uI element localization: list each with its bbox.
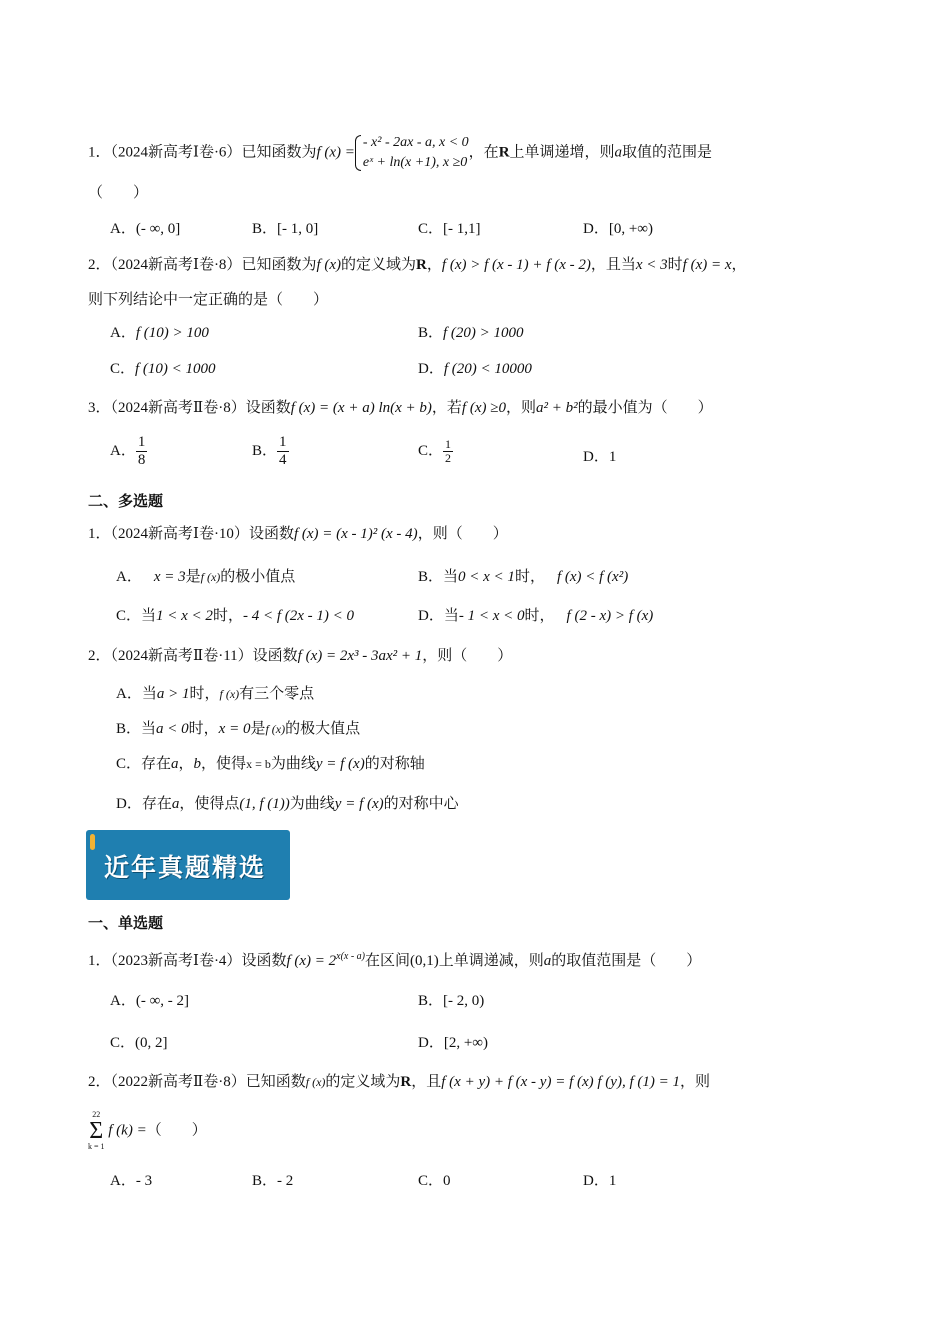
option-b[interactable]: [418, 990, 484, 1012]
question-text: ，在: [468, 144, 499, 161]
question-text: ，则（ ）: [422, 648, 513, 664]
question-1-line: [88, 133, 712, 173]
math-expression: - 4 < f (2x - 1) < 0: [242, 608, 355, 624]
math-expression: a² + b²: [535, 400, 578, 416]
option-label: D．: [583, 1173, 609, 1189]
denominator: 8: [137, 452, 146, 468]
question-text: ，: [731, 257, 747, 273]
option-text: 的对称轴: [364, 756, 425, 772]
math-exponent: x(x - a): [336, 951, 366, 962]
option-text: 存在: [141, 756, 172, 772]
piecewise-function: [355, 133, 469, 173]
question-text: 设函数: [245, 400, 291, 416]
question-text: 的定义域为: [341, 257, 417, 273]
math-fx: f (x): [219, 687, 240, 701]
option-label: A．: [116, 686, 142, 702]
math-expression: 0 < x < 1: [458, 569, 515, 585]
multi-question-1-line: [88, 523, 508, 545]
question-text: 设函数: [241, 953, 287, 969]
question-source: （2023新高考Ⅰ卷·4）: [110, 953, 242, 969]
option-value: f (10) < 1000: [135, 361, 216, 377]
math-expression: a > 1: [156, 686, 190, 702]
option-value: 1: [608, 449, 617, 465]
denominator: 2: [445, 451, 452, 465]
option-d[interactable]: [583, 446, 616, 468]
math-fx: f (x): [305, 1075, 326, 1089]
option-b[interactable]: [252, 434, 289, 469]
option-value: 1: [608, 1173, 617, 1189]
question-2-line-2: 则下列结论中一定正确的是（ ）: [88, 292, 329, 308]
option-label: B．: [252, 221, 278, 237]
option-label: A．: [110, 1173, 136, 1189]
question-number: 1．: [88, 953, 111, 969]
option-text: 当: [443, 569, 459, 585]
math-condition: f (x) > f (x - 1) + f (x - 2): [441, 257, 591, 273]
option-value: (- ∞, - 2]: [135, 993, 190, 1009]
math-a: a: [171, 796, 180, 812]
option-label: B．: [116, 721, 142, 737]
option-b[interactable]: [418, 322, 524, 344]
option-value: 0: [443, 1173, 451, 1189]
option-d[interactable]: [418, 605, 653, 627]
option-c[interactable]: [418, 438, 453, 465]
math-expression: y = f (x): [334, 796, 384, 812]
option-label: C．: [110, 1035, 136, 1051]
multi-question-2-line: [88, 645, 512, 667]
option-label: D．: [418, 1035, 444, 1051]
option-text: 时，: [524, 608, 555, 624]
option-text: 存在: [141, 796, 172, 812]
math-a: a: [543, 953, 552, 969]
fraction: [136, 434, 148, 469]
option-label: D．: [583, 221, 609, 237]
math-a: a: [614, 144, 623, 161]
option-value: [- 1,1]: [443, 221, 481, 237]
option-label: B．: [418, 569, 444, 585]
option-d[interactable]: [583, 218, 653, 240]
answer-parens: （ ）: [88, 185, 149, 201]
question-text: 已知函数: [245, 1074, 306, 1090]
math-fx: f (x) = (x - 1)² (x - 4): [293, 526, 418, 542]
question-source: （2024新高考Ⅱ卷·8）: [110, 400, 246, 416]
fraction: [277, 434, 289, 469]
option-d[interactable]: [418, 358, 532, 380]
math-expression: (1, f (1)): [239, 796, 290, 812]
option-value: - 3: [135, 1173, 153, 1189]
question-number: 2．: [88, 257, 111, 273]
option-value: (0, 2]: [135, 1035, 168, 1051]
option-label: D．: [583, 449, 609, 465]
option-label: B．: [418, 325, 444, 341]
option-label: A．: [116, 569, 142, 585]
option-a[interactable]: [110, 322, 209, 344]
question-source: （2024新高考Ⅰ卷·10）: [110, 526, 249, 542]
question-source: （2024新高考Ⅰ卷·8）: [110, 257, 242, 273]
option-c[interactable]: [418, 218, 481, 240]
math-expression: y = f (x): [315, 756, 365, 772]
question-text: 设函数: [248, 526, 294, 542]
option-text: 当: [141, 608, 157, 624]
question-text: 的最小值为（ ）: [577, 400, 713, 416]
banner-tag: [90, 834, 95, 850]
option-label: D．: [116, 796, 142, 812]
math-expression: - 1 < x < 0: [458, 608, 525, 624]
option-c[interactable]: [110, 358, 216, 380]
question-number: 2．: [88, 1074, 111, 1090]
option-text: 时，: [188, 721, 219, 737]
math-expression: 1 < x < 2: [156, 608, 213, 624]
option-a[interactable]: [116, 683, 314, 705]
option-label: C．: [418, 1173, 444, 1189]
option-text: 当: [141, 686, 157, 702]
math-fx: f (x) = (x + a) ln(x + b): [290, 400, 432, 416]
option-label: A．: [110, 221, 136, 237]
question-source: （2024新高考Ⅱ卷·11）: [110, 648, 253, 664]
math-expression: x = 0: [218, 721, 251, 737]
numerator: 1: [137, 434, 146, 450]
option-label: C．: [116, 608, 142, 624]
option-value: - 2: [277, 1173, 294, 1189]
option-b[interactable]: [252, 218, 318, 240]
piece-2: eˣ + ln(x +1), x ≥0: [362, 155, 468, 170]
fraction: [443, 438, 453, 465]
option-b[interactable]: [418, 566, 628, 588]
option-value: (- ∞, 0]: [135, 221, 181, 237]
option-value: [2, +∞): [443, 1035, 488, 1051]
option-text: 时，: [189, 686, 220, 702]
option-c[interactable]: [418, 1170, 451, 1192]
single-question-2-line: [88, 1071, 710, 1093]
option-a[interactable]: [110, 990, 189, 1012]
math-condition: f (x) = x: [682, 257, 732, 273]
option-text: 时，: [514, 569, 545, 585]
math-R: R: [498, 144, 510, 161]
section-banner: [86, 830, 290, 900]
math-fx: f (x): [200, 570, 221, 584]
option-d[interactable]: [116, 793, 459, 815]
question-number: 2．: [88, 648, 111, 664]
question-number: 1．: [88, 526, 111, 542]
option-label: C．: [110, 361, 136, 377]
section-title-single: 一、单选题: [88, 914, 164, 932]
option-text: 的对称中心: [383, 796, 459, 812]
option-label: D．: [418, 608, 444, 624]
sum-lower: k = 1: [88, 1142, 105, 1151]
math-condition: f (x + y) + f (x - y) = f (x) f (y), f (1) = 1: [441, 1074, 680, 1090]
math-expression: x = 3: [153, 569, 186, 585]
denominator: 4: [279, 452, 287, 468]
sum-expression-line: [88, 1110, 207, 1152]
math-fx: f (x): [265, 722, 286, 736]
math-expression: f (2 - x) > f (x): [566, 608, 654, 624]
math-expression: x = b: [246, 757, 271, 771]
question-number: 1．: [88, 144, 111, 161]
question-text: ，: [426, 257, 442, 273]
question-number: 3．: [88, 400, 111, 416]
option-c[interactable]: [110, 1032, 168, 1054]
option-value: [0, +∞): [608, 221, 653, 237]
option-text: ，: [178, 756, 194, 772]
option-value: f (20) > 1000: [443, 325, 524, 341]
math-fx: f (x) =: [316, 144, 355, 161]
piece-1: - x² - 2ax - a, x < 0: [362, 135, 469, 150]
question-text: ，则: [679, 1074, 710, 1090]
math-fx: f (x) = 2x³ - 3ax² + 1: [297, 648, 423, 664]
option-text: ，使得: [201, 756, 247, 772]
option-text: 当: [443, 608, 459, 624]
question-text: ，则（ ）: [417, 526, 508, 542]
option-b[interactable]: [252, 1170, 293, 1192]
question-text: ，则: [505, 400, 536, 416]
option-label: C．: [418, 221, 444, 237]
option-text: 时，: [212, 608, 243, 624]
option-value: f (20) < 10000: [443, 361, 532, 377]
banner-title: 近年真题精选: [104, 853, 267, 882]
option-label: B．: [252, 442, 278, 459]
option-c[interactable]: [116, 753, 425, 775]
option-c[interactable]: [116, 605, 354, 627]
question-2-line: [88, 254, 747, 276]
option-label: C．: [116, 756, 142, 772]
option-b[interactable]: [116, 718, 360, 740]
option-d[interactable]: [418, 1032, 488, 1054]
option-label: A．: [110, 993, 136, 1009]
section-title-multi: 二、多选题: [88, 492, 164, 510]
option-a[interactable]: [110, 434, 147, 469]
sum-upper: 22: [92, 1110, 101, 1119]
option-value: f (10) > 100: [135, 325, 209, 341]
option-text: 当: [141, 721, 157, 737]
question-text: ，若: [431, 400, 462, 416]
math-R: R: [416, 257, 427, 273]
option-text: 有三个零点: [239, 686, 315, 702]
option-label: D．: [418, 361, 444, 377]
math-interval: (0,1): [410, 953, 439, 969]
option-label: B．: [418, 993, 444, 1009]
sigma-symbol: Σ: [89, 1118, 104, 1144]
question-text: ，且当: [590, 257, 636, 273]
summation: [88, 1110, 105, 1152]
question-text: ，且: [411, 1074, 442, 1090]
option-text: 是: [250, 721, 266, 737]
question-text: 的定义域为: [325, 1074, 401, 1090]
math-R: R: [400, 1074, 412, 1090]
option-a[interactable]: [110, 218, 180, 240]
question-text: 取值的范围是: [622, 144, 713, 161]
option-text: ，使得点: [179, 796, 240, 812]
math-expression: a < 0: [156, 721, 189, 737]
math-fx: f (x): [316, 257, 342, 273]
option-text: 的极小值点: [220, 569, 296, 585]
option-label: A．: [110, 325, 136, 341]
option-text: 的极大值点: [285, 721, 361, 737]
question-text: 上单调递增，则: [509, 144, 615, 161]
question-text: 已知函数为: [241, 257, 317, 273]
answer-parens: （ ）: [146, 1122, 207, 1139]
option-d[interactable]: [583, 1170, 616, 1192]
option-label: A．: [110, 442, 136, 459]
question-3-line: [88, 397, 713, 419]
option-text: 为曲线: [270, 756, 316, 772]
question-text: 时: [667, 257, 683, 273]
option-a[interactable]: [110, 1170, 152, 1192]
math-condition: f (x) ≥0: [461, 400, 506, 416]
option-a[interactable]: [116, 566, 295, 588]
question-text: 上单调递减，则: [438, 953, 544, 969]
numerator: 1: [445, 437, 452, 451]
math-b: b: [193, 756, 202, 772]
math-fx: f (x) = 2: [286, 953, 337, 969]
math-a: a: [171, 756, 179, 772]
option-value: [- 2, 0): [443, 993, 485, 1009]
numerator: 1: [279, 434, 287, 450]
option-label: C．: [418, 442, 444, 459]
math-condition: x < 3: [635, 257, 668, 273]
question-source: （2022新高考Ⅱ卷·8）: [110, 1074, 246, 1090]
option-text: 是: [185, 569, 201, 585]
option-value: [- 1, 0]: [277, 221, 319, 237]
question-text: 的取值范围是（ ）: [551, 953, 702, 969]
question-text: 设函数: [252, 648, 298, 664]
question-source: （2024新高考Ⅰ卷·6）: [110, 144, 242, 161]
single-question-1-line: [88, 946, 701, 972]
math-expression: f (k) =: [108, 1122, 147, 1139]
question-text: 在区间: [365, 953, 411, 969]
question-text: 已知函数为: [241, 144, 317, 161]
option-text: 为曲线: [289, 796, 335, 812]
option-label: B．: [252, 1173, 278, 1189]
math-expression: f (x) < f (x²): [556, 569, 629, 585]
